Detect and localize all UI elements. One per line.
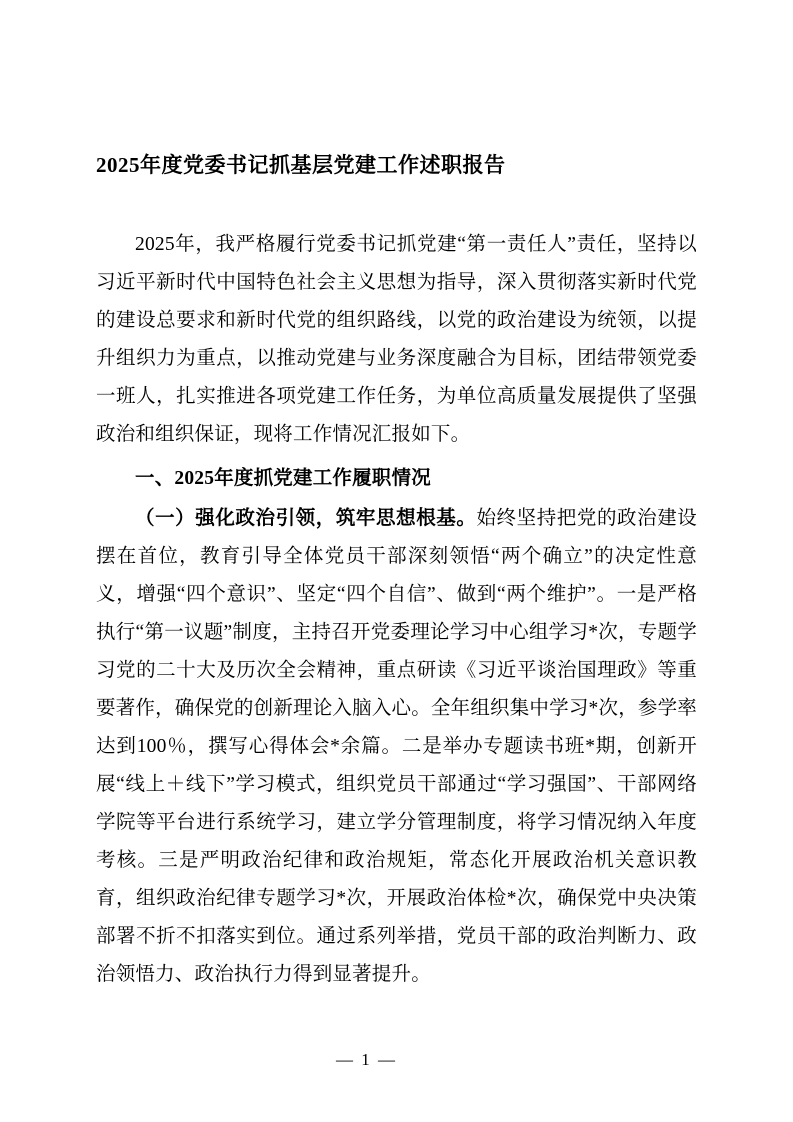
page-footer: — 1 — xyxy=(336,1050,397,1069)
page-title: 2025年度党委书记抓基层党建工作述职报告 xyxy=(96,153,506,177)
subsection-1-paragraph xyxy=(96,500,697,994)
subsection-1-body: 始终坚持把党的政治建设摆在首位，教育引导全体党员干部深刻领悟“两个确立”的决定性意义，增强“四个意识”、坚定“四个自信”、做到“两个维护”。一是严格执行“第一议题”制度，主持召开党委理论学习中心组学习*次，专题学习党的二十大及历次全会精神，重点研读《习近平谈治国理政》等重要著作，确保党的创新理论入脑入心。全年组织集中学习*次，参学率达到100％，撰写心得体会*余篇。二是举办专题读书班*期，创新开展“线上＋线下”学习模式，组织党员干部通过“学习强国”、干部网络学院等平台进行系统学习，建立学分管理制度，将学习情况纳入年度考核。三是严明政治纪律和政治规矩，常态化开展政治机关意识教育，组织政治纪律专题学习*次，开展政治体检*次，确保党中央决策部署不折不扣落实到位。通过系列举措，党员干部的政治判断力、政治领悟力、政治执行力得到显著提升。 xyxy=(96,507,698,985)
subsection-1-lead: （一）强化政治引领，筑牢思想根基。 xyxy=(135,507,477,529)
section-heading-1: 一、2025年度抓党建工作履职情况 xyxy=(135,467,431,489)
intro-paragraph: 2025年，我严格履行党委书记抓党建“第一责任人”责任，坚持以习近平新时代中国特色社会主义思想为指导，深入贯彻落实新时代党的建设总要求和新时代党的组织路线，以党的政治建设为统领，以提升组织力为重点，以推动党建与业务深度融合为目标，团结带领党委一班人，扎实推进各项党建工作任务，为单位高质量发展提供了坚强政治和组织保证，现将工作情况汇报如下。 xyxy=(96,233,697,445)
